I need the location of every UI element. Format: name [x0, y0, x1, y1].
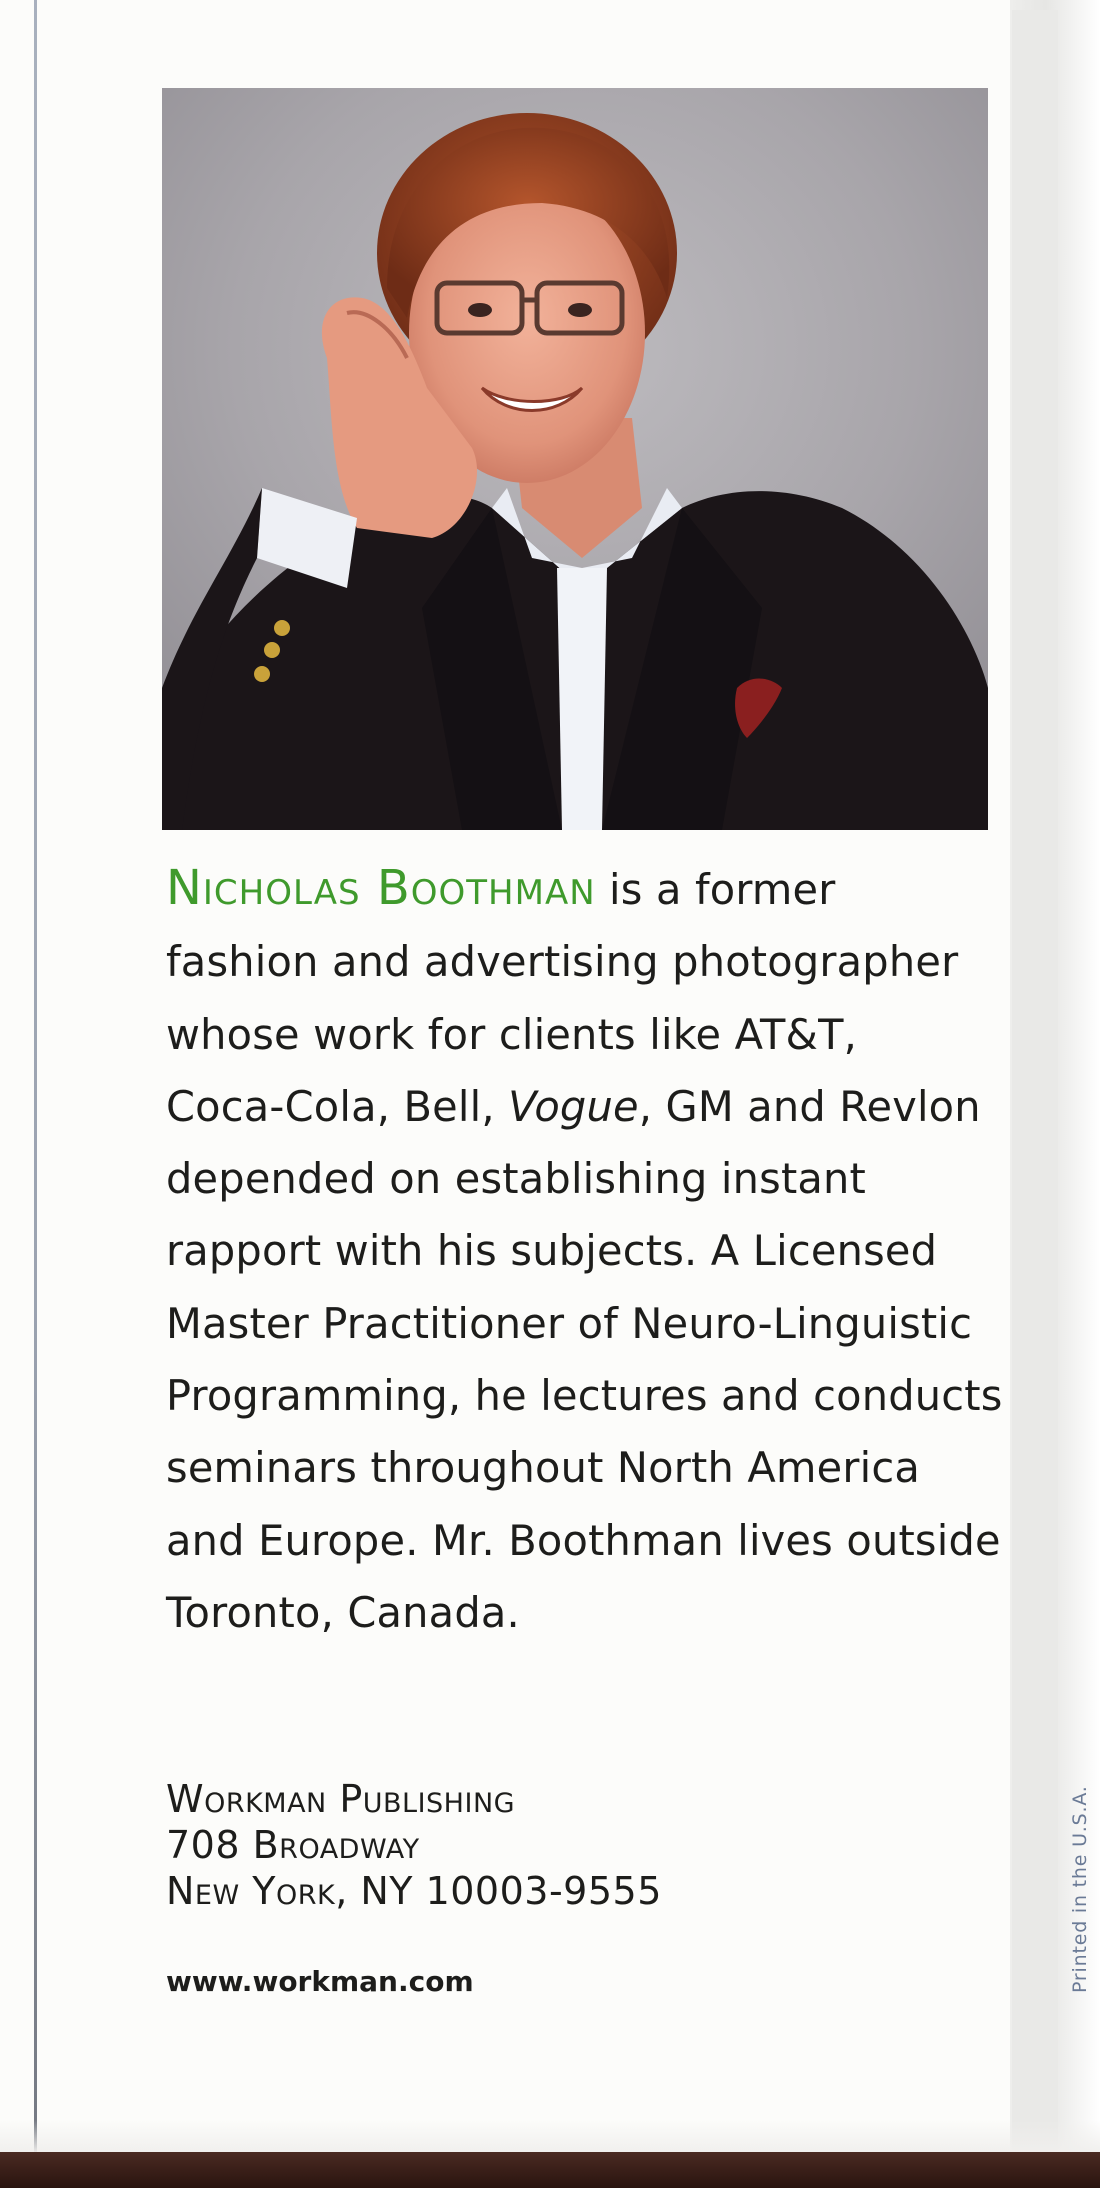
- bio-line: depended on establishing instant: [166, 1154, 867, 1204]
- author-bio: [166, 852, 1006, 1649]
- bio-line: seminars throughout North America: [166, 1443, 920, 1493]
- bio-line: and Europe. Mr. Boothman lives outside: [166, 1515, 1001, 1565]
- bio-line: whose work for clients like AT&T,: [166, 1009, 858, 1059]
- author-name: Nicholas Boothman: [166, 860, 596, 916]
- publisher-city: New York,: [166, 1869, 348, 1913]
- print-origin-note: Printed in the U.S.A.: [1069, 1785, 1091, 1993]
- author-portrait-illustration: [162, 88, 988, 830]
- bio-text: Coca-Cola, Bell,: [166, 1081, 509, 1131]
- bio-line: [166, 1071, 1006, 1143]
- scan-right-shade: [1012, 10, 1058, 2150]
- bio-line: rapport with his subjects. A Licensed: [166, 1226, 938, 1276]
- bio-line: Master Practitioner of Neuro-Linguistic: [166, 1298, 973, 1348]
- author-photo: [162, 88, 988, 830]
- book-cover-edge: [0, 2152, 1100, 2188]
- publisher-address: [166, 1776, 866, 1914]
- publisher-street: 708 Broadway: [166, 1823, 420, 1867]
- publisher-website[interactable]: www.workman.com: [166, 1965, 474, 1998]
- publisher-name: Workman Publishing: [166, 1777, 516, 1821]
- vogue-title: Vogue: [508, 1081, 639, 1131]
- bio-text: , GM and Revlon: [638, 1081, 981, 1131]
- bio-line: Programming, he lectures and conducts: [166, 1371, 1003, 1421]
- publisher-state-zip: NY 10003-9555: [347, 1869, 662, 1913]
- bio-line: [166, 852, 1006, 926]
- bio-line: fashion and advertising photographer: [166, 937, 959, 987]
- scan-left-edge: [34, 0, 37, 2188]
- bio-text: is a former: [595, 865, 836, 914]
- scan-bottom-fade: [0, 2120, 1100, 2154]
- bio-line: Toronto, Canada.: [166, 1587, 520, 1637]
- publisher-city-line: [166, 1868, 866, 1914]
